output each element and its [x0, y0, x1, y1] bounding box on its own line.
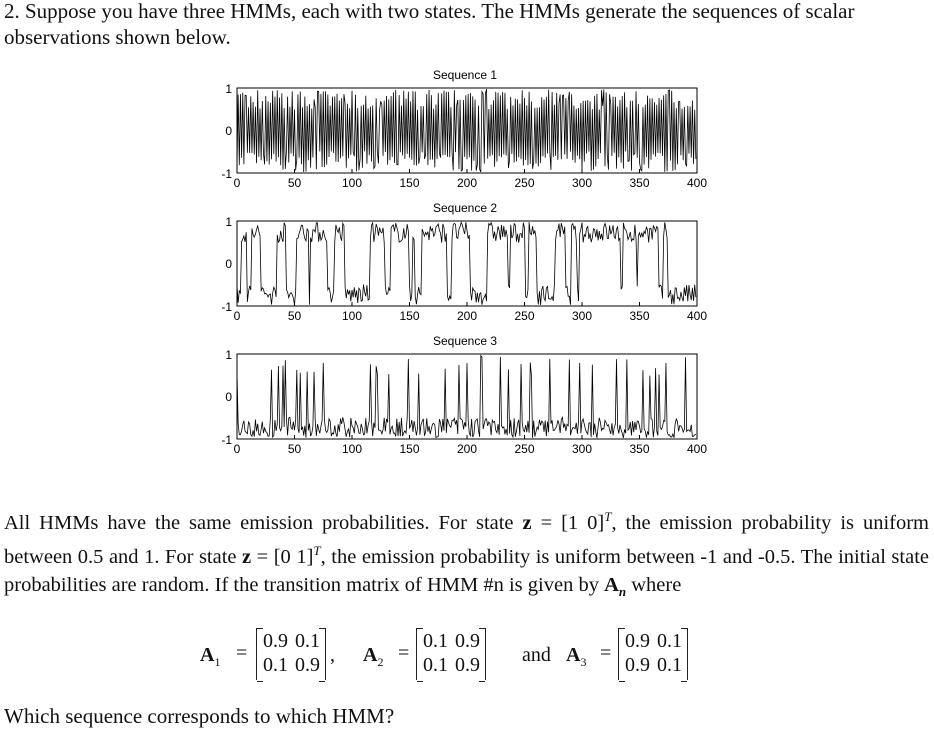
x-tick-label: 350 [629, 309, 650, 323]
x-tick-label: 350 [629, 176, 650, 190]
x-tick-label: 100 [341, 309, 363, 323]
a3-cell-11: 0.9 [625, 630, 650, 652]
x-tick-label: 300 [571, 309, 593, 323]
x-tick-label: 250 [514, 442, 535, 456]
x-tick-label: 250 [514, 309, 535, 323]
x-tick-label: 150 [399, 309, 420, 323]
matrix-a2-label: $A_2$ [363, 644, 384, 669]
panel-1-ytick-m1: -1 [221, 167, 232, 181]
x-tick-label: 400 [686, 442, 708, 456]
x-tick-label: 200 [456, 176, 478, 190]
and-word: and [522, 644, 551, 666]
panel-3-title: Sequence 3 [432, 334, 498, 348]
matrix-a3-label: $A_3$ [566, 644, 587, 669]
panel-1-y-ticks [221, 82, 232, 181]
panel-sequence-1 [221, 68, 707, 190]
equals-sign: = [398, 642, 410, 664]
question-line-1: 2. Suppose you have three HMMs, each with two states. The HMMs generate the sequences of scalar [4, 0, 855, 23]
x-tick-label: 400 [686, 309, 708, 323]
matrix-a1 [256, 628, 326, 680]
a2-cell-12: 0.9 [455, 630, 480, 652]
x-tick-label: 250 [514, 176, 535, 190]
x-tick-label: 200 [456, 309, 478, 323]
x-tick-label: 100 [341, 442, 363, 456]
x-tick-label: 350 [629, 442, 650, 456]
panel-2-y-ticks [221, 215, 232, 314]
sequence-1-line [237, 89, 696, 172]
a1-cell-11: 0.9 [263, 630, 288, 652]
x-tick-label: 300 [571, 442, 593, 456]
equals-sign: = [600, 642, 612, 664]
panel-2-title: Sequence 2 [432, 201, 498, 215]
a2-cell-11: 0.1 [423, 630, 448, 652]
comma: , [330, 644, 335, 666]
panel-3-x-ticks [234, 435, 708, 456]
a2-cell-22: 0.9 [455, 654, 480, 676]
panel-3-y-ticks [221, 348, 232, 447]
matrix-a2 [416, 628, 486, 680]
final-question: Which sequence corresponds to which HMM? [4, 704, 395, 728]
matrix-a1-label: $A_1$ [200, 644, 221, 669]
panel-1-title: Sequence 1 [432, 68, 498, 82]
a2-cell-21: 0.1 [423, 654, 448, 676]
a3-cell-12: 0.1 [657, 630, 682, 652]
x-tick-label: 50 [287, 442, 302, 456]
question-line-2: observations shown below. [4, 25, 231, 49]
x-tick-label: 50 [287, 176, 302, 190]
panel-2-ytick-0: 0 [225, 257, 232, 271]
x-tick-label: 300 [571, 176, 593, 190]
panel-2-ytick-m1: -1 [221, 300, 232, 314]
panel-1-x-ticks [234, 169, 708, 190]
panel-1-ytick-0: 0 [225, 124, 232, 138]
panel-2-ytick-1: 1 [225, 215, 232, 229]
x-tick-label: 0 [233, 176, 241, 190]
x-tick-label: 200 [456, 442, 478, 456]
a3-cell-21: 0.9 [625, 654, 650, 676]
question-heading [4, 0, 929, 50]
panel-1-ytick-1: 1 [225, 82, 232, 96]
x-tick-label: 400 [686, 176, 708, 190]
transition-matrices [200, 620, 720, 690]
a1-cell-21: 0.1 [263, 654, 288, 676]
x-tick-label: 0 [233, 309, 241, 323]
panel-sequence-2 [221, 201, 707, 323]
a1-cell-12: 0.1 [295, 630, 320, 652]
a3-cell-22: 0.1 [657, 654, 682, 676]
panel-3-ytick-0: 0 [225, 390, 232, 404]
panel-sequence-3 [221, 334, 707, 456]
panel-2-x-ticks [234, 302, 708, 323]
x-tick-label: 100 [341, 176, 363, 190]
panel-3-ytick-m1: -1 [221, 433, 232, 447]
sequence-3-line [237, 356, 696, 438]
matrix-a3 [618, 628, 688, 680]
sequence-2-line [237, 222, 696, 305]
a1-cell-22: 0.9 [295, 654, 320, 676]
problem-paragraph: All HMMs have the same emission probabilities. For state z = [1 0]$^T$, the emission probability is uniform between 0.5 and 1. For state z = [0 1]$^T$, the emission probability is uniform between -1 and -0.5. The initial state probabilities are random. If the transition matrix of HMM #n is given by $A_n$ where [4, 509, 929, 599]
x-tick-label: 150 [399, 176, 420, 190]
sequence-figure [200, 64, 720, 464]
equals-sign: = [236, 642, 248, 664]
panel-3-ytick-1: 1 [225, 348, 232, 362]
x-tick-label: 0 [233, 442, 241, 456]
x-tick-label: 50 [287, 309, 302, 323]
x-tick-label: 150 [399, 442, 420, 456]
